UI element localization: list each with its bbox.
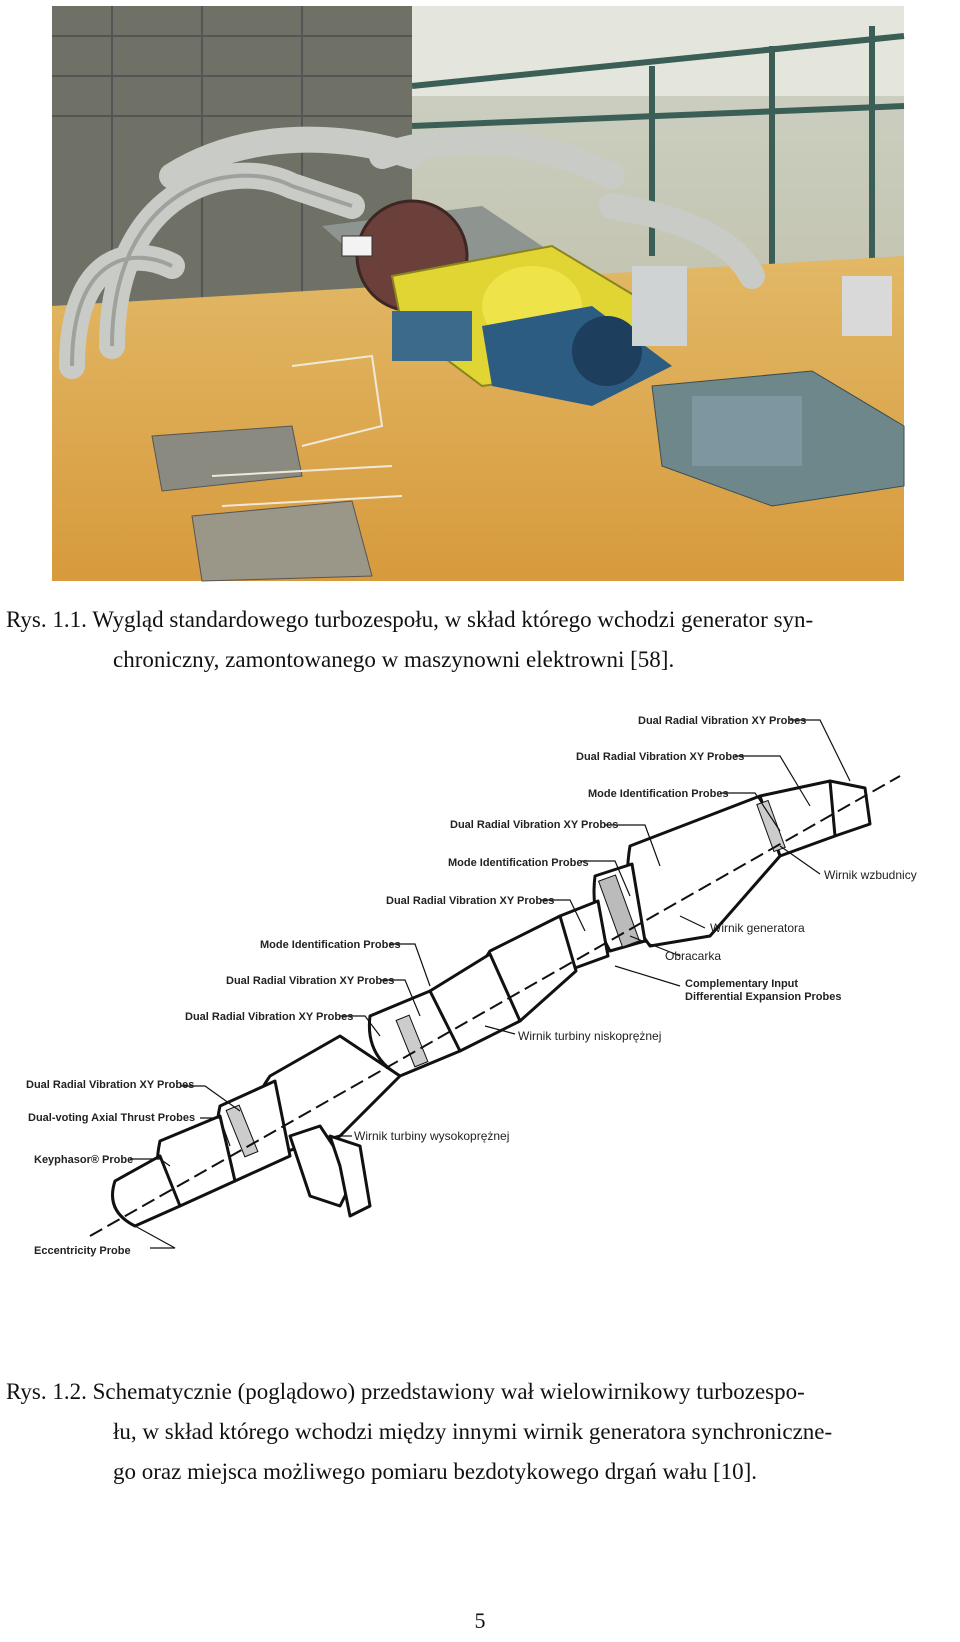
figure-1-caption: Rys. 1.1. Wygląd standardowego turbozespołu, w skład którego wchodzi generator syn- bbox=[6, 607, 814, 632]
label-exciter-rotor: Wirnik wzbudnicy bbox=[824, 868, 917, 882]
figure-2-caption: Rys. 1.2. Schematycznie (poglądowo) przedstawiony wał wielowirnikowy turbozespo- bbox=[6, 1379, 805, 1404]
label-keyphasor: Keyphasor® Probe bbox=[34, 1154, 134, 1166]
label-lp-turbine: Wirnik turbiny niskoprężnej bbox=[518, 1029, 662, 1043]
turbine-hall-photo bbox=[52, 6, 904, 581]
label-dual-radial-5: Dual Radial Vibration XY Probes bbox=[226, 975, 395, 987]
figure-1-caption-line-2: chroniczny, zamontowanego w maszynowni elektrowni [58]. bbox=[113, 647, 675, 672]
label-dual-radial-2: Dual Radial Vibration XY Probes bbox=[576, 751, 745, 763]
shaft-schematic-diagram bbox=[20, 715, 960, 1336]
label-dual-radial-1: Dual Radial Vibration XY Probes bbox=[638, 715, 807, 727]
label-mode-id-1: Mode Identification Probes bbox=[588, 788, 729, 800]
label-hp-turbine: Wirnik turbiny wysokoprężnej bbox=[354, 1129, 510, 1143]
label-eccentricity: Eccentricity Probe bbox=[34, 1245, 131, 1257]
label-mode-id-2: Mode Identification Probes bbox=[448, 857, 589, 869]
label-mode-id-3: Mode Identification Probes bbox=[260, 939, 401, 951]
label-turning-gear: Obracarka bbox=[665, 949, 722, 963]
label-complementary-input: Complementary Input bbox=[685, 978, 799, 990]
label-dual-radial-7: Dual Radial Vibration XY Probes bbox=[26, 1079, 195, 1091]
label-dual-radial-3: Dual Radial Vibration XY Probes bbox=[450, 819, 619, 831]
figure-2-caption-line-3: go oraz miejsca możliwego pomiaru bezdotykowego drgań wału [10]. bbox=[113, 1459, 758, 1484]
label-generator-rotor: Wirnik generatora bbox=[710, 921, 805, 935]
label-dual-radial-6: Dual Radial Vibration XY Probes bbox=[185, 1011, 354, 1023]
figure-2-caption-line-2: łu, w skład którego wchodzi między innymi wirnik generatora synchroniczne- bbox=[113, 1419, 833, 1444]
label-axial-thrust: Dual-voting Axial Thrust Probes bbox=[28, 1112, 196, 1124]
label-dual-radial-4: Dual Radial Vibration XY Probes bbox=[386, 895, 555, 907]
page-number: 5 bbox=[474, 1608, 486, 1633]
label-differential-expansion: Differential Expansion Probes bbox=[685, 991, 842, 1003]
